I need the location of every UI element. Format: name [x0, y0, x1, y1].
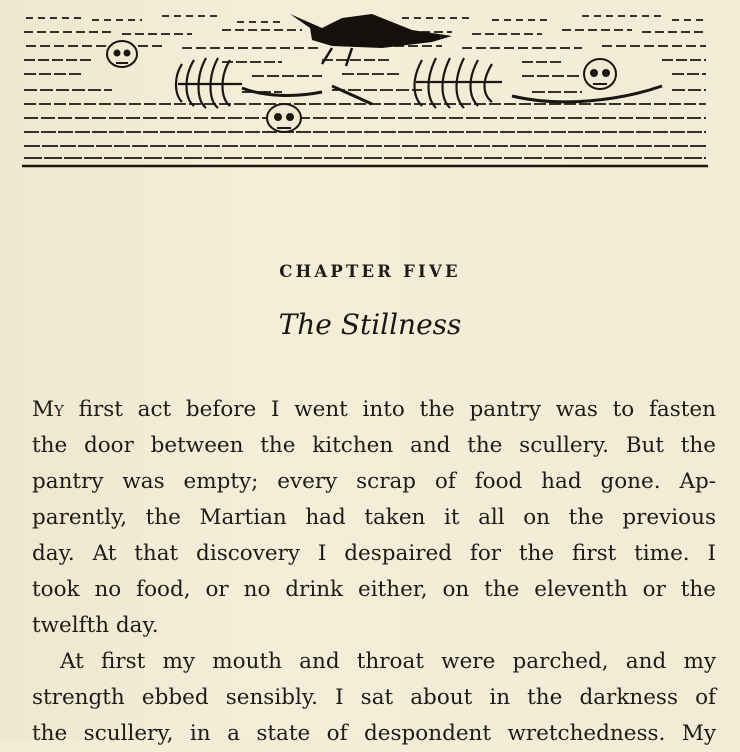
text-line: day. At that discovery I despaired for the first time. I: [32, 541, 716, 566]
text-line: the scullery, in a state of despondent wretchedness. My: [32, 721, 716, 746]
text-line: parently, the Martian had taken it all on the previous: [32, 505, 716, 530]
paragraph-2: [32, 644, 716, 752]
text-line-content: first act before I went into the pantry was to fasten: [63, 397, 716, 422]
text-line: strength ebbed sensibly. I sat about in the darkness of: [32, 685, 716, 710]
chapter-title: The Stillness: [278, 308, 462, 341]
paragraph-1: [32, 392, 716, 644]
text-line: took no food, or no drink either, on the eleventh or the: [32, 577, 716, 602]
skeletons-and-crow-illustration: [22, 6, 708, 168]
chapter-body: [32, 392, 716, 752]
drop-lead-word: My: [32, 397, 64, 422]
text-line: At first my mouth and throat were parched, and my: [60, 649, 716, 674]
chapter-heading: CHAPTER FIVE: [279, 262, 461, 281]
text-line: twelfth day.: [32, 613, 159, 638]
text-line: the door between the kitchen and the scullery. But the: [32, 433, 716, 458]
text-line: [32, 392, 716, 428]
text-line: pantry was empty; every scrap of food had gone. Ap-: [32, 469, 716, 494]
